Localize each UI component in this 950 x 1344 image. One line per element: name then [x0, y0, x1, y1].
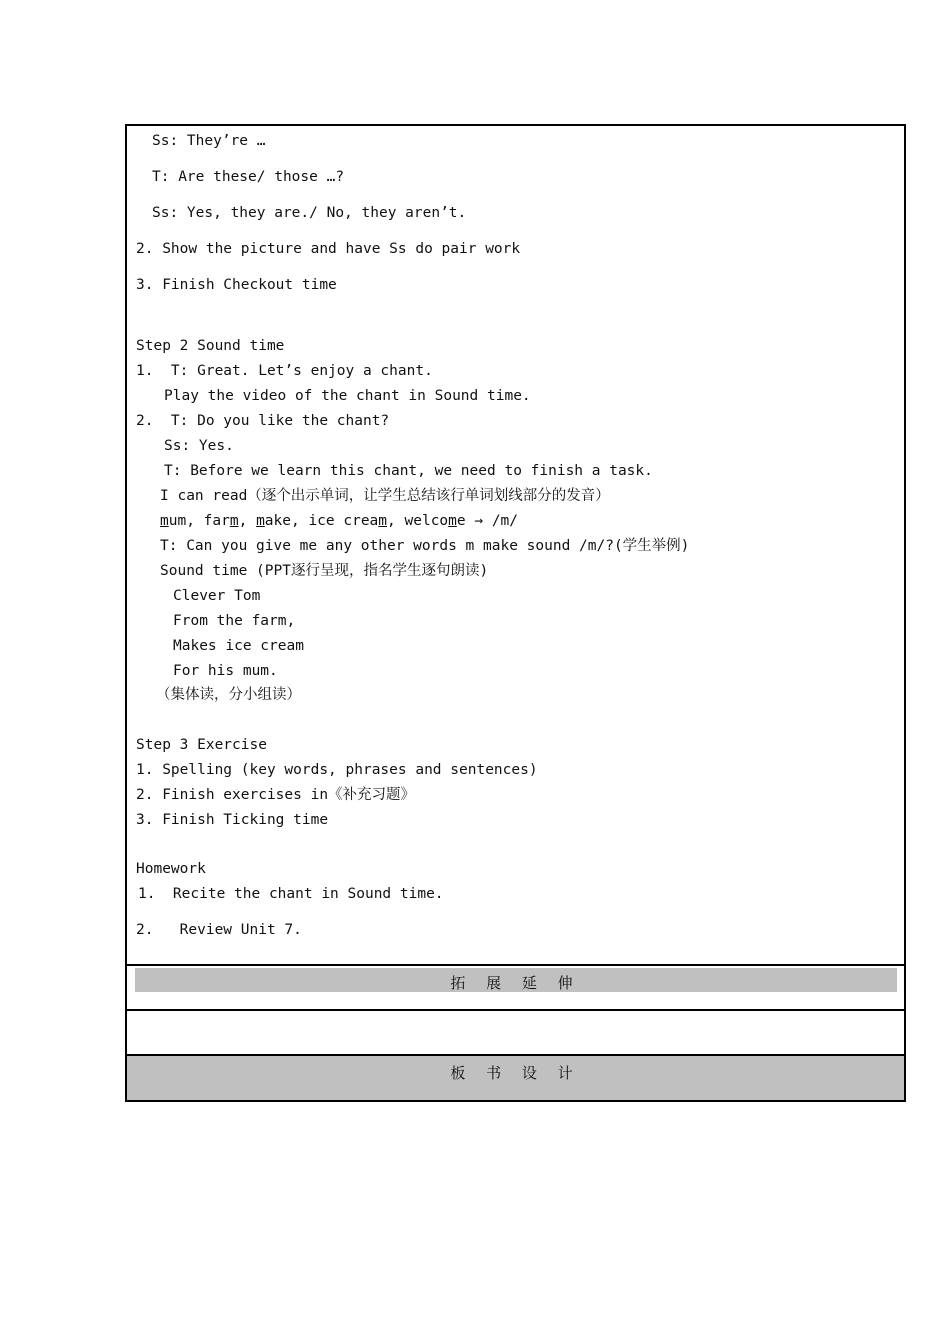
text-line: I can read（逐个出示单词，让学生总结该行单词划线部分的发音）	[160, 488, 610, 504]
extension-header-cell	[127, 966, 904, 1011]
step-heading: Step 3 Exercise	[136, 737, 267, 753]
chant-line: For his mum.	[173, 663, 278, 679]
text-line: 3. Finish Ticking time	[136, 812, 329, 828]
text-line: 2. Show the picture and have Ss do pair work	[136, 241, 521, 257]
word-list-line: mum, farm, make, ice cream, welcome → /m/	[160, 513, 519, 529]
text-line: Ss: They’re …	[152, 133, 266, 149]
text-line: 2. Finish exercises in《补充习题》	[136, 787, 416, 803]
extension-title: 拓 展 延 伸	[450, 974, 581, 992]
chant-line: Makes ice cream	[173, 638, 304, 654]
text-line: 2. Review Unit 7.	[136, 922, 302, 938]
text-line: Ss: Yes, they are./ No, they aren’t.	[152, 205, 467, 221]
text-line: T: Can you give me any other words m make sound /m/?(学生举例)	[160, 538, 690, 554]
text-line: 2. T: Do you like the chant?	[136, 413, 390, 429]
arrow-icon: →	[474, 513, 484, 529]
text-line: Play the video of the chant in Sound time.	[164, 388, 531, 404]
step-heading: Step 2 Sound time	[136, 338, 285, 354]
chant-line: From the farm,	[173, 613, 296, 629]
text-line: 1. Recite the chant in Sound time.	[138, 886, 444, 902]
text-line: T: Are these/ those …?	[152, 169, 345, 185]
board-design-title: 板 书 设 计	[450, 1064, 581, 1082]
extension-body-cell	[127, 1011, 904, 1056]
homework-heading: Homework	[136, 861, 206, 877]
teaching-procedure-cell	[127, 126, 904, 966]
board-design-cell	[127, 1056, 904, 1100]
text-line: T: Before we learn this chant, we need to finish a task.	[164, 463, 653, 479]
text-line: 3. Finish Checkout time	[136, 277, 337, 293]
text-line: Ss: Yes.	[164, 438, 234, 454]
text-line: Sound time (PPT逐行呈现，指名学生逐句朗读)	[160, 563, 489, 579]
lesson-plan-table	[125, 124, 906, 1102]
text-line: （集体读，分小组读）	[156, 687, 301, 703]
chant-line: Clever Tom	[173, 588, 261, 604]
text-line: 1. T: Great. Let’s enjoy a chant.	[136, 363, 433, 379]
text-line: 1. Spelling (key words, phrases and sentences)	[136, 762, 538, 778]
